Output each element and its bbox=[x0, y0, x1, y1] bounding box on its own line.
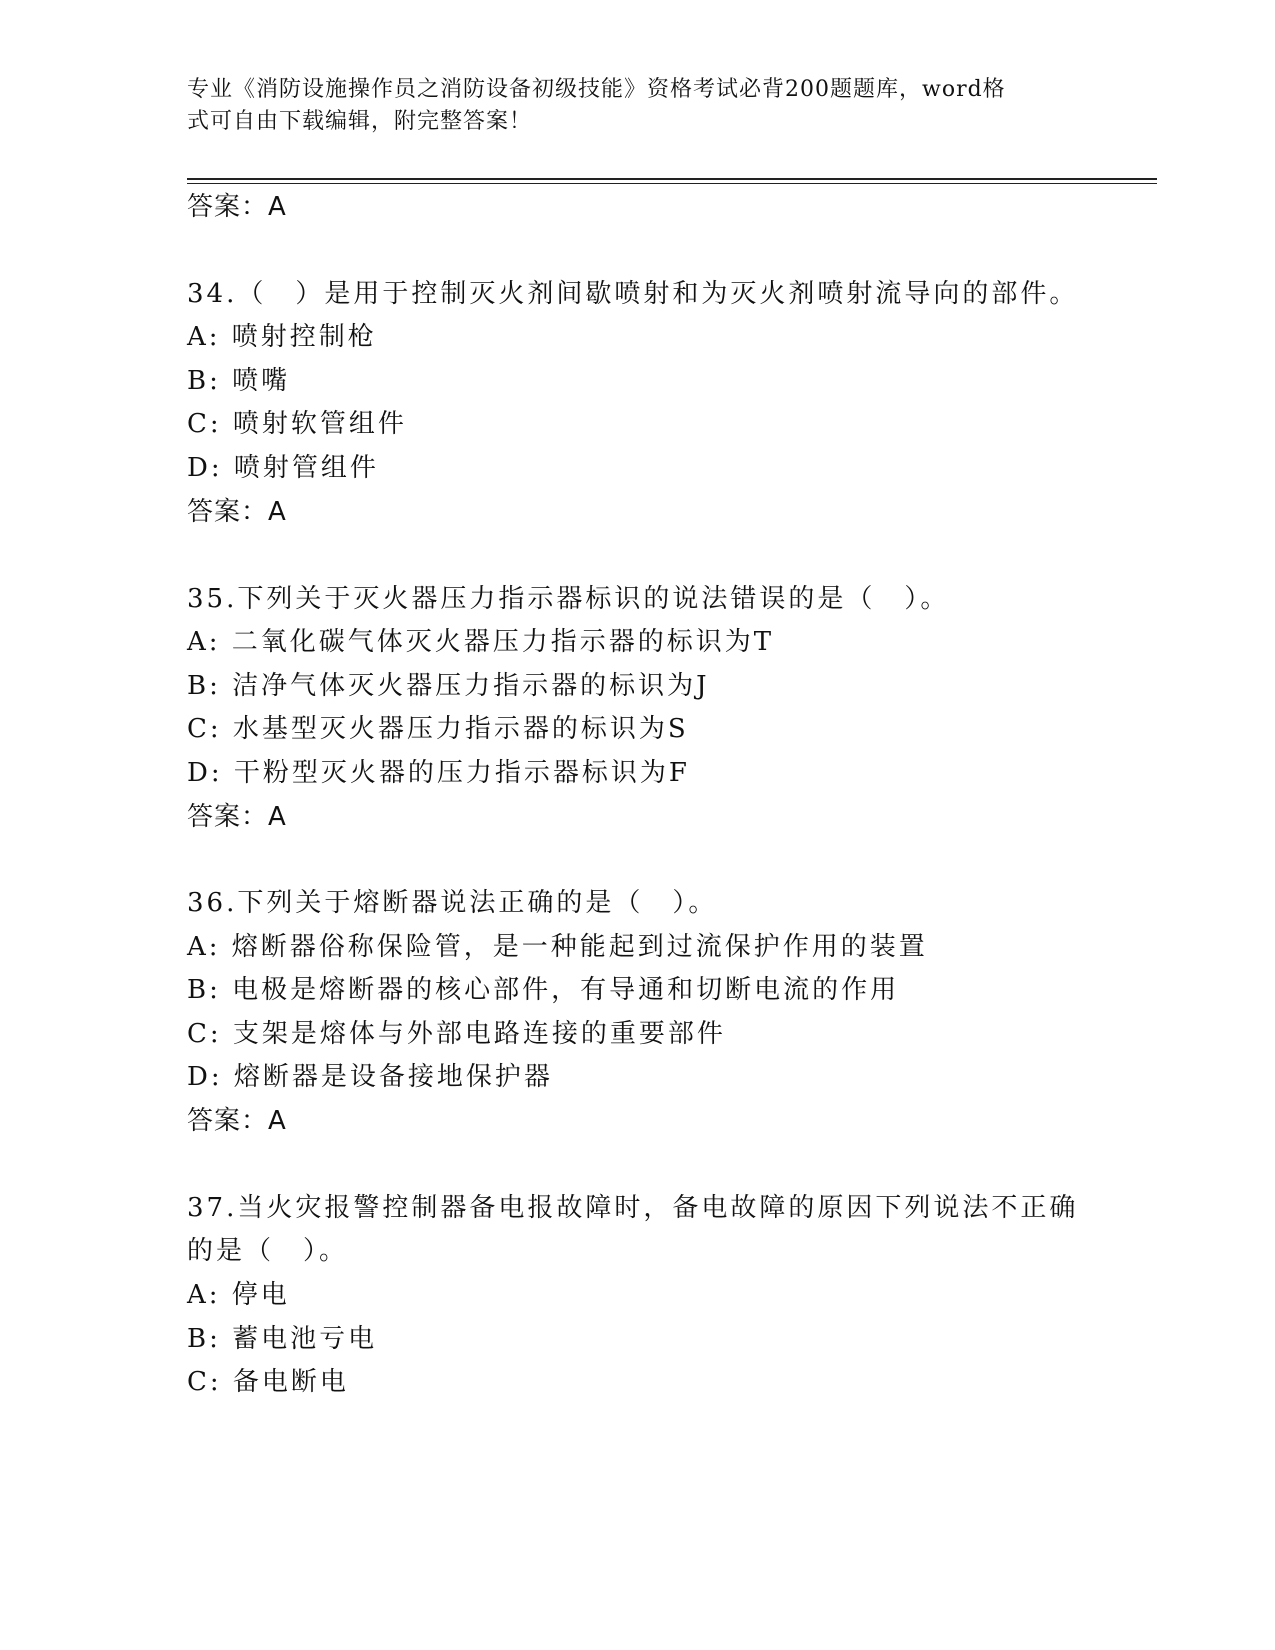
option-35-b: B: 洁净气体灭火器压力指示器的标识为J bbox=[187, 671, 710, 701]
option-35-a: A: 二氧化碳气体灭火器压力指示器的标识为T bbox=[187, 627, 775, 657]
option-37-c: C: 备电断电 bbox=[187, 1367, 349, 1397]
option-36-b: B: 电极是熔断器的核心部件，有导通和切断电流的作用 bbox=[187, 975, 900, 1005]
answer-q34: 答案：A bbox=[187, 497, 287, 527]
question-37-line-2: 的是（ ）。 bbox=[187, 1236, 349, 1266]
option-35-c: C: 水基型灭火器压力指示器的标识为S bbox=[187, 714, 689, 744]
question-35: 35.下列关于灭火器压力指示器标识的说法错误的是（ ）。 bbox=[187, 584, 950, 614]
option-34-b: B: 喷嘴 bbox=[187, 366, 291, 396]
option-35-d: D: 干粉型灭火器的压力指示器标识为F bbox=[187, 758, 690, 788]
header-divider-thick bbox=[187, 178, 1157, 180]
option-37-a: A: 停电 bbox=[187, 1280, 290, 1310]
header-line-1: 专业《消防设施操作员之消防设备初级技能》资格考试必背200题题库，word格 bbox=[187, 77, 1006, 102]
option-37-b: B: 蓄电池亏电 bbox=[187, 1324, 378, 1354]
answer-q36: 答案：A bbox=[187, 1106, 287, 1136]
question-37-line-1: 37.当火灾报警控制器备电报故障时，备电故障的原因下列说法不正确 bbox=[187, 1193, 1079, 1223]
answer-q33: 答案：A bbox=[187, 192, 287, 222]
header-line-2: 式可自由下载编辑，附完整答案！ bbox=[187, 109, 533, 134]
question-36: 36.下列关于熔断器说法正确的是（ ）。 bbox=[187, 888, 718, 918]
option-34-d: D: 喷射管组件 bbox=[187, 453, 379, 483]
option-34-c: C: 喷射软管组件 bbox=[187, 409, 407, 439]
option-34-a: A: 喷射控制枪 bbox=[187, 322, 377, 352]
header-divider-thin bbox=[187, 183, 1157, 184]
question-34: 34.（ ）是用于控制灭火剂间歇喷射和为灭火剂喷射流导向的部件。 bbox=[187, 279, 1079, 309]
option-36-d: D: 熔断器是设备接地保护器 bbox=[187, 1062, 553, 1092]
document-header bbox=[187, 74, 1067, 138]
option-36-c: C: 支架是熔体与外部电路连接的重要部件 bbox=[187, 1019, 726, 1049]
option-36-a: A: 熔断器俗称保险管，是一种能起到过流保护作用的装置 bbox=[187, 932, 928, 962]
answer-q35: 答案：A bbox=[187, 802, 287, 832]
